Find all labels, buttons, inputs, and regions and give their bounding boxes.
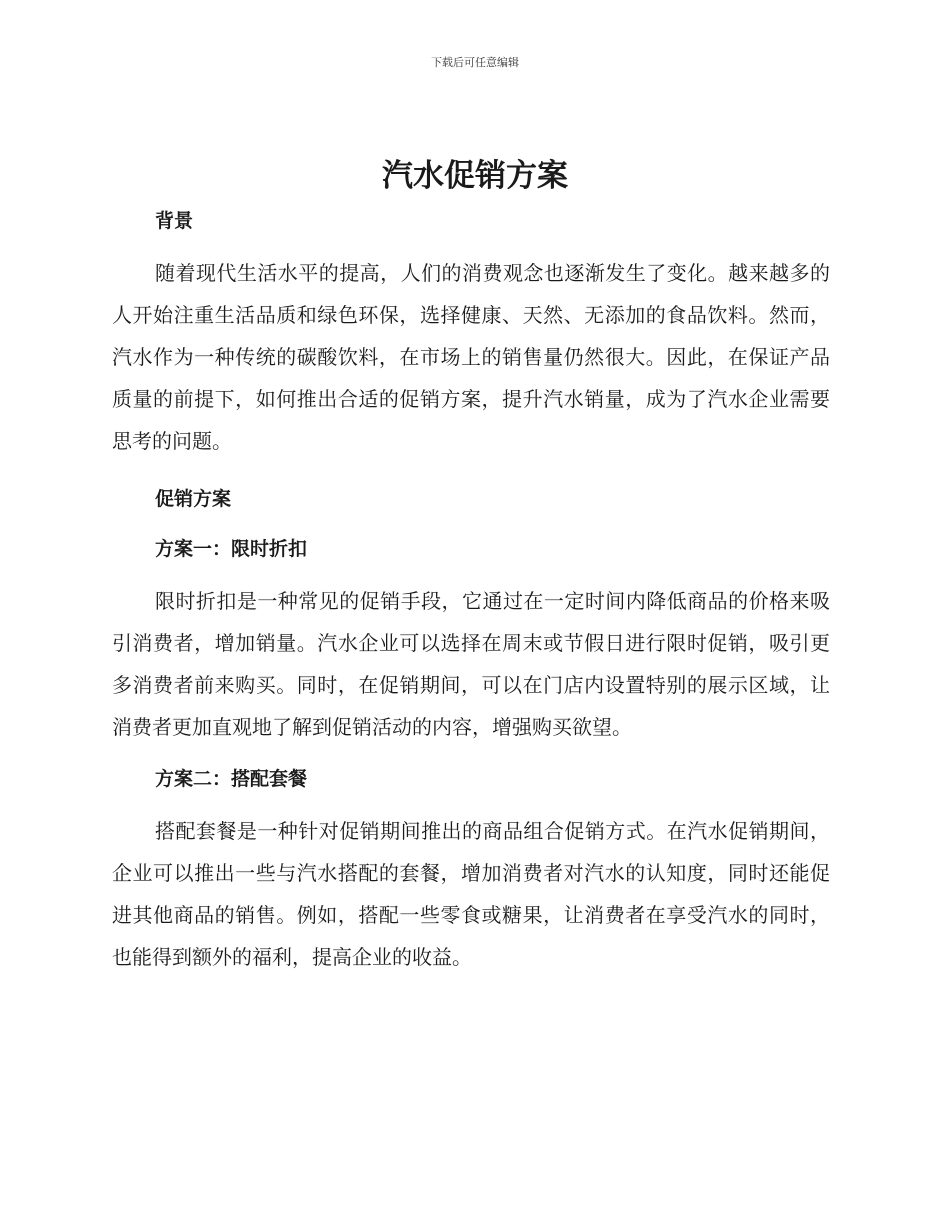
section-heading-plan1: 方案一：限时折扣 bbox=[155, 538, 308, 560]
page-header-note: 下载后可任意编辑 bbox=[431, 56, 519, 69]
section-heading-plan2: 方案二：搭配套餐 bbox=[155, 768, 308, 790]
paragraph-plan2: 搭配套餐是一种针对促销期间推出的商品组合促销方式。在汽水促销期间，企业可以推出一些与汽水搭配的套餐，增加消费者对汽水的认知度，同时还能促进其他商品的销售。例如，搭配一些零食或糖果，让消费者在享受汽水的同时，也能得到额外的福利，提高企业的收益。 bbox=[112, 819, 830, 969]
paragraph-plan1: 限时折扣是一种常见的促销手段，它通过在一定时间内降低商品的价格来吸引消费者，增加销量。汽水企业可以选择在周末或节假日进行限时促销，吸引更多消费者前来购买。同时，在促销期间，可以在门店内设置特别的展示区域，让消费者更加直观地了解到促销活动的内容，增强购买欲望。 bbox=[112, 589, 830, 739]
document-body bbox=[112, 202, 830, 978]
paragraph-background: 随着现代生活水平的提高，人们的消费观念也逐渐发生了变化。越来越多的人开始注重生活品质和绿色环保，选择健康、天然、无添加的食品饮料。然而，汽水作为一种传统的碳酸饮料，在市场上的销售量仍然很大。因此，在保证产品质量的前提下，如何推出合适的促销方案，提升汽水销量，成为了汽水企业需要思考的问题。 bbox=[112, 261, 830, 453]
document-title: 汽水促销方案 bbox=[382, 158, 568, 194]
section-heading-background: 背景 bbox=[155, 210, 194, 232]
section-heading-promotion: 促销方案 bbox=[155, 488, 232, 510]
